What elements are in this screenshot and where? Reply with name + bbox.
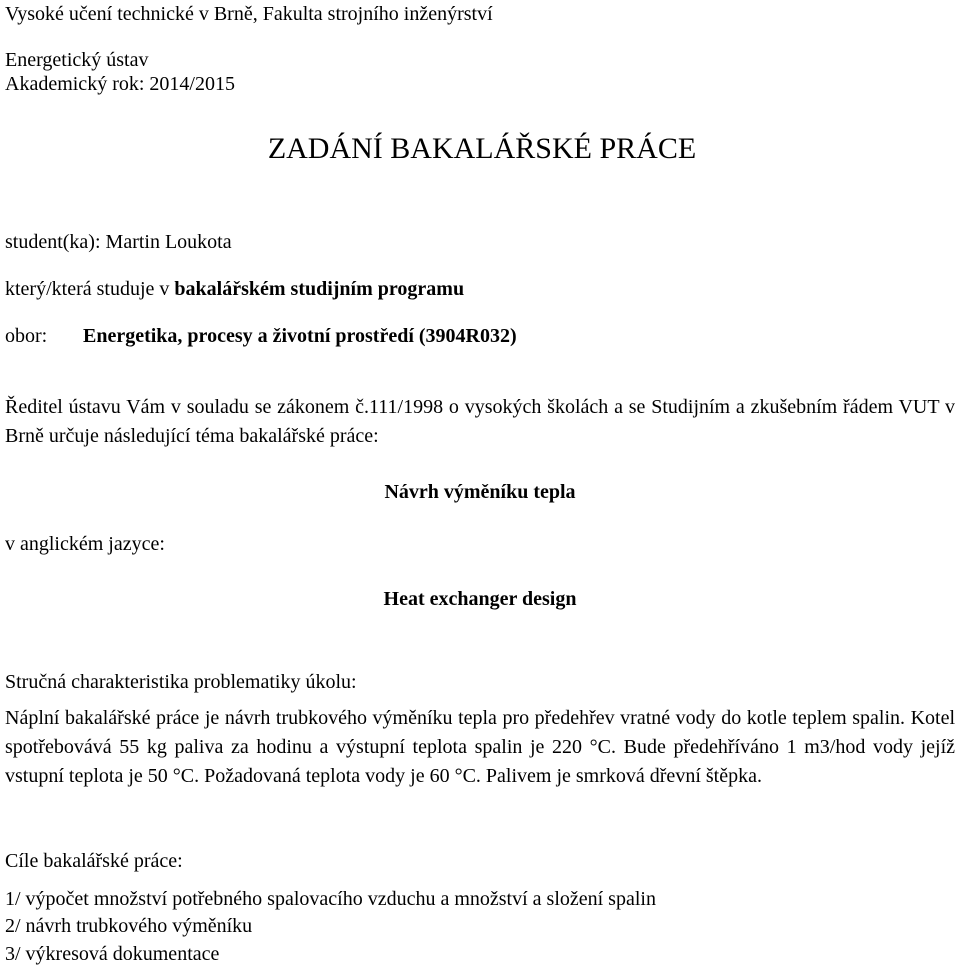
topic-english: Heat exchanger design: [383, 588, 577, 610]
field-line: [5, 324, 517, 348]
english-label: v anglickém jazyce:: [5, 533, 165, 555]
intro-paragraph: Ředitel ústavu Vám v souladu se zákonem č.111/1998 o vysokých školách a se Studijním a zkušebním řádem VUT v Brně určuje následující téma bakalářské práce:: [5, 396, 955, 447]
institute-line: Energetický ústav: [5, 49, 149, 71]
program-name: bakalářském studijním programu: [174, 278, 465, 300]
field-label: obor:: [5, 325, 48, 347]
field-name: Energetika, procesy a životní prostředí (3904R032): [83, 325, 517, 347]
academic-year-line: Akademický rok: 2014/2015: [5, 73, 235, 95]
program-line: [5, 277, 464, 301]
goal-item: 1/ výpočet množství potřebného spalovacího vzduchu a množství a složení spalin: [5, 888, 656, 910]
characteristics-paragraph: Náplní bakalářské práce je návrh trubkového výměníku tepla pro předehřev vratné vody do kotle teplem spalin. Kotel spotřebovává 55 kg paliva za hodinu a výstupní teplota spalin je 220 °C. Bude předehříváno 1 m3/hod vody jejíž vstupní teplota je 50 °C. Požadovaná teplota vody je 60 °C. Palivem je smrková dřevní štěpka.: [5, 707, 955, 787]
student-line: [5, 230, 232, 254]
characteristics-label: Stručná charakteristika problematiky úkolu:: [5, 671, 357, 693]
topic-czech: Návrh výměníku tepla: [384, 481, 576, 503]
goal-item: 3/ výkresová dokumentace: [5, 943, 220, 965]
page-title: [0, 131, 960, 167]
goal-item: 2/ návrh trubkového výměníku: [5, 915, 253, 937]
page-title-text: ZADÁNÍ BAKALÁŘSKÉ PRÁCE: [267, 132, 697, 165]
goals-label: Cíle bakalářské práce:: [5, 850, 183, 872]
student-label: student(ka):: [5, 231, 101, 253]
program-prefix: který/která studuje v: [5, 278, 170, 300]
student-name: Martin Loukota: [105, 231, 232, 253]
university-line: Vysoké učení technické v Brně, Fakulta strojního inženýrství: [5, 3, 493, 25]
